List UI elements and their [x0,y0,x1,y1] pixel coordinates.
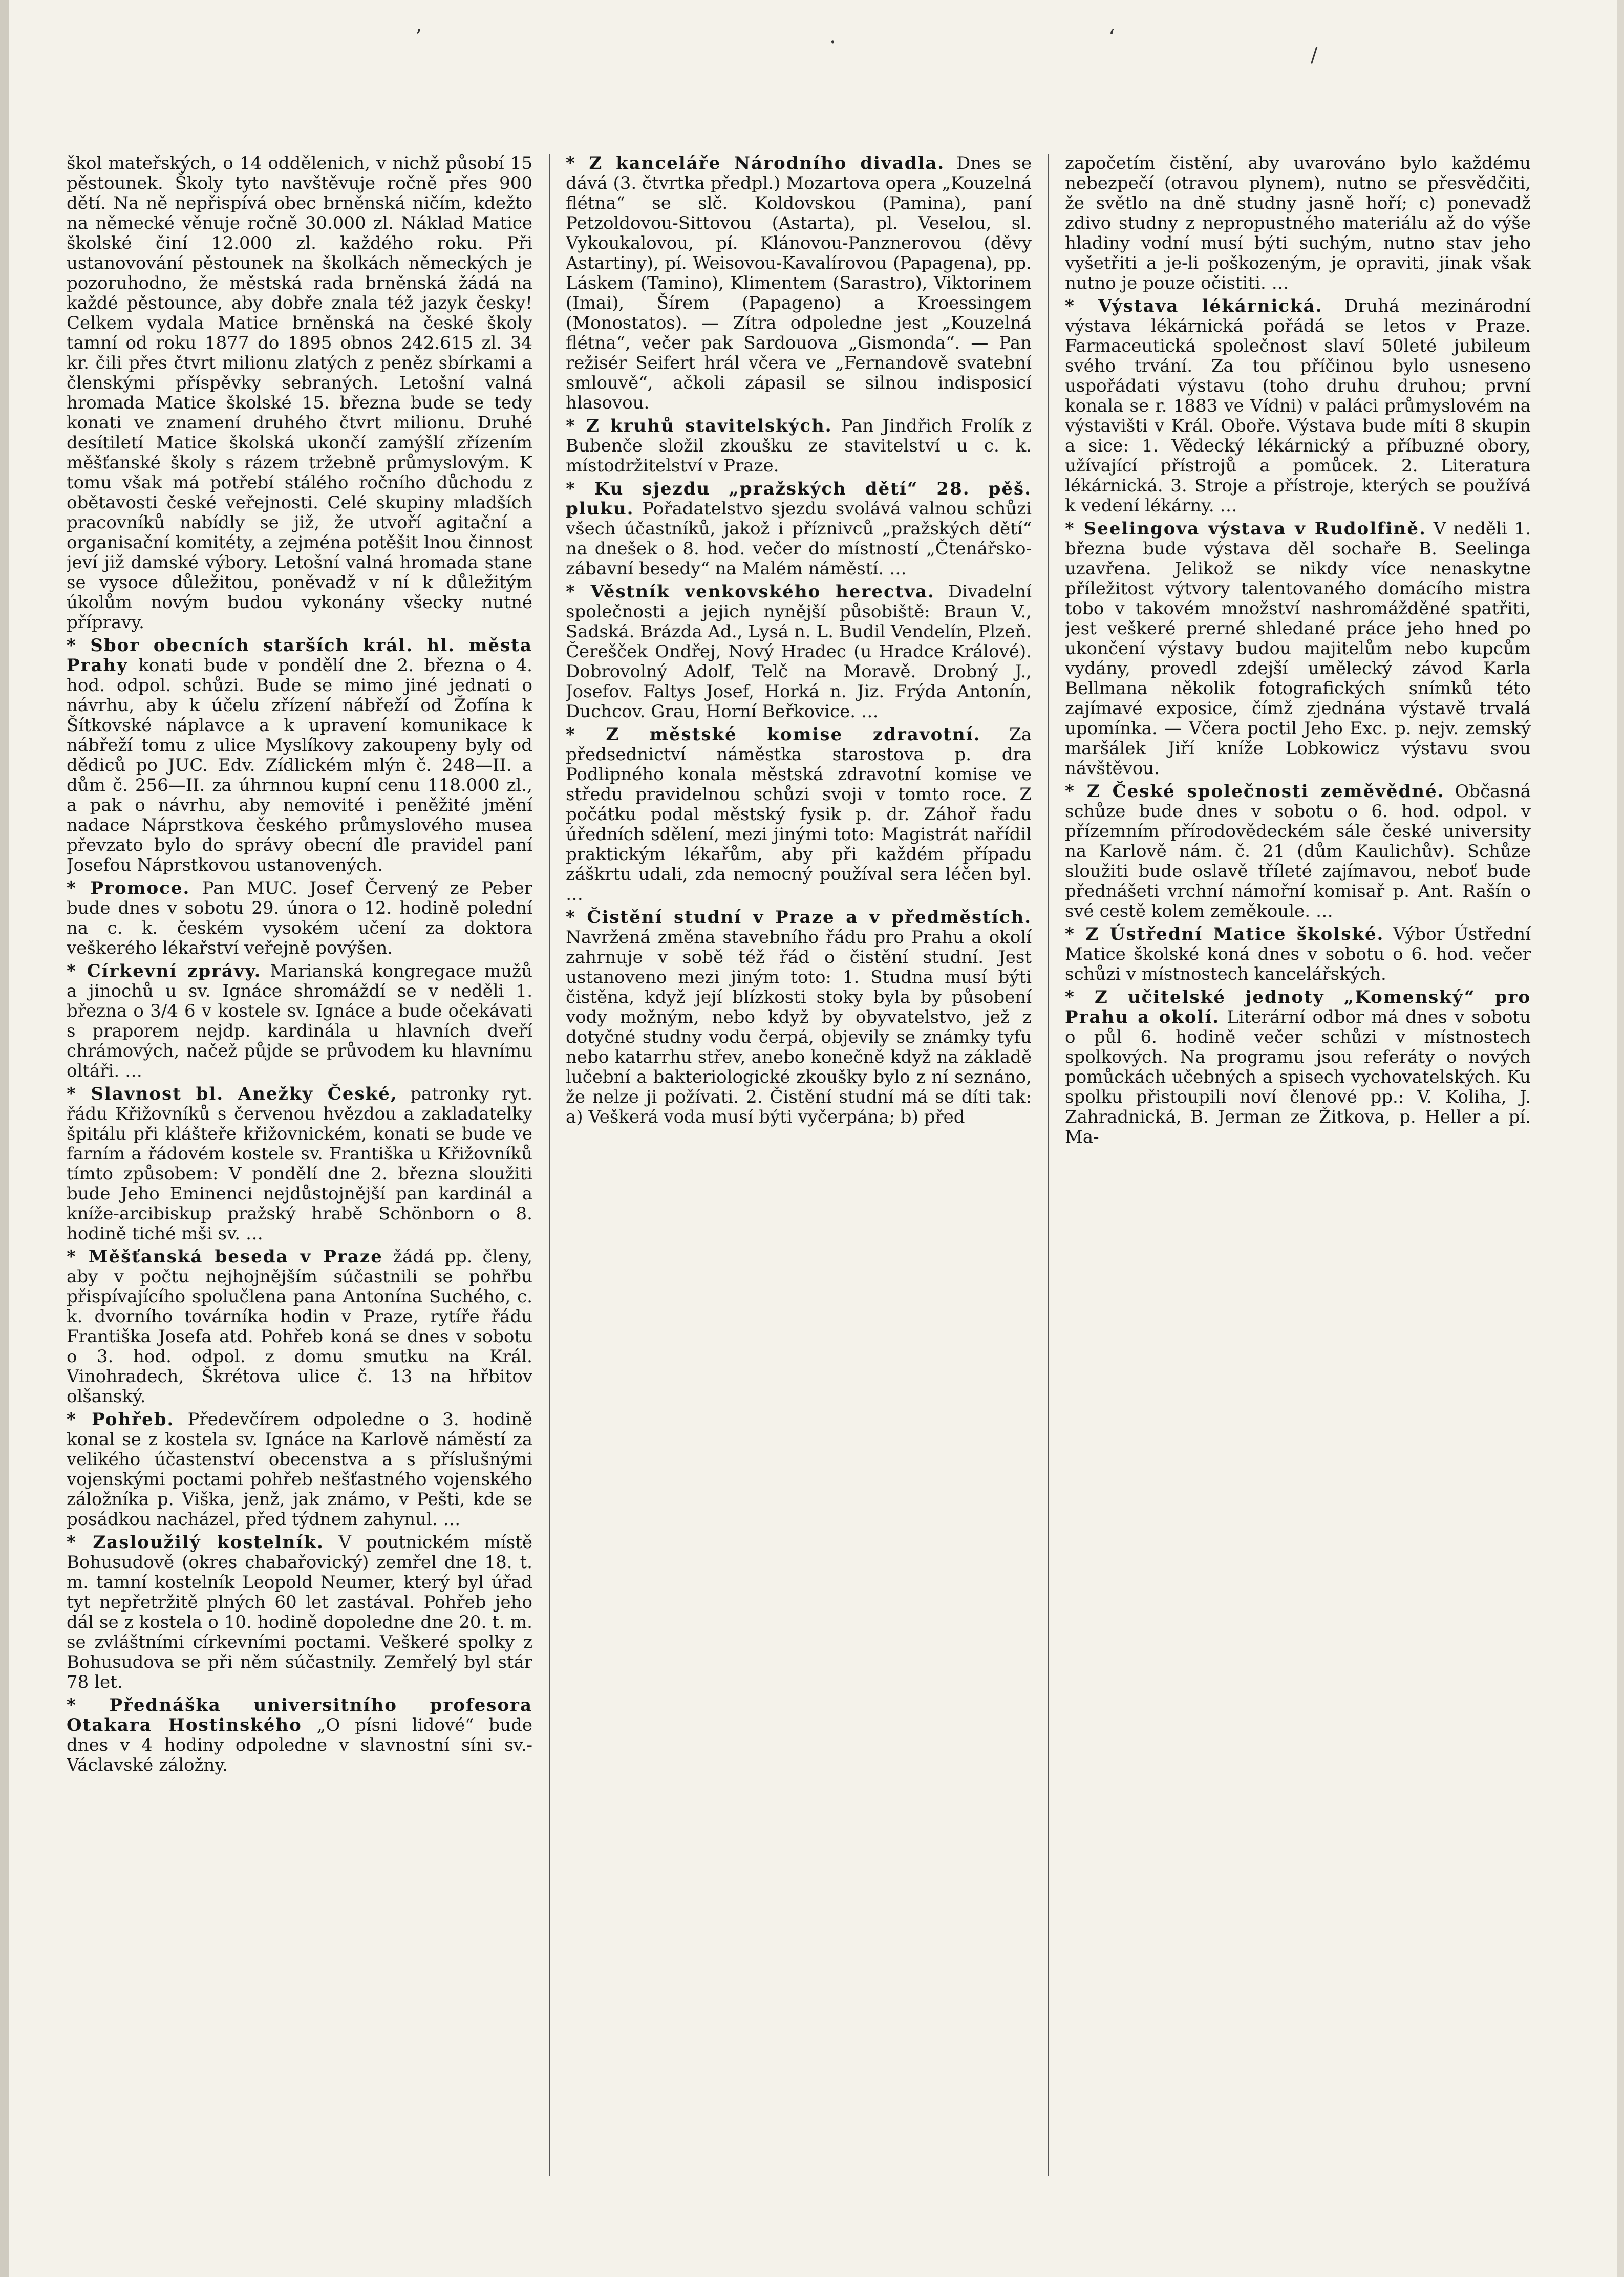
article-paragraph [67,1695,532,1775]
article-heading: * Z kruhů stavitelských. [566,416,832,436]
article-paragraph [1065,296,1531,516]
article-text: Literární odbor má dnes v sobotu o půl 6. hodině večer schůzi v místnostech spolkových. Na programu jsou referáty o nových pomůckách učebných a spisech vychovatelských. Ku spolku přistoupili noví členové pp.: V. Koliha, J. Zahradnická, B. Jerman ze Žitkova, p. Heller a pí. Ma- [1065,1007,1531,1147]
article-heading: * Věstník venkovského herectva. [566,582,935,602]
article-text: Předevčírem odpoledne o 3. hodině konal se z kostela sv. Ignáce na Karlově náměstí za velikého účastenství obecenstva a s příslušnými vojenskými poctami pohřeb nešťastného vojenského záložníka p. Viška, jenž, jak známo, v Pešti, kde se posádkou nacházel, před týdnem zahynul. … [67,1409,532,1530]
column-rule [1048,154,1049,2176]
article-paragraph [67,878,532,958]
article-paragraph [566,154,1032,413]
article-text: Za předsednictví náměstka starostova p. dra Podlipného konala městská zdravotní komise ve středu pravidelnou schůzi svoji v tomto roce. Z počátku podal městský fysik p. dr. Záhoř řadu úředních sdělení, mezi jinými toto: Magistrát nařídil praktickým lékařům, aby při každém případu záškrtu udali, zda nemocný používal sera léčen byl. … [566,724,1032,905]
column-3 [1065,154,1531,2176]
article-paragraph [566,725,1032,905]
article-paragraph [67,636,532,875]
article-text: Výbor Ústřední Matice školské koná dnes v sobotu o 6. hod. večer schůzi v místnostech kancelářských. [1065,924,1531,984]
article-text: Pořadatelstvo sjezdu svolává valnou schůzi všech účastníků, jakož i příznivců „pražských dětí“ na dnešek o 8. hod. večer do místností „Čtenářsko-zábavní besedy“ na Malém náměstí. … [566,499,1032,579]
column-2 [566,154,1032,2176]
article-text: Pan MUC. Josef Červený ze Peber bude dnes v sobotu 29. února o 12. hodině polední na c. k. českém vysokém učení za doktora veškerého lékařství veřejně povýšen. [67,878,532,958]
article-text: Navržená změna stavebního řádu pro Prahu a okolí zahrnuje v sobě též řád o čistění studní. Jest ustanoveno mezi jiným toto: 1. Studna musí býti čistěna, když její blízkosti stoky byla by působení vody možným, nebo když by obyvatelstvo, jež z dotyčné studny vodu čerpá, objevily se známky tyfu nebo katarrhu střev, anebo konečně když na základě lučební a bakteriologické zkoušky bylo z ní seznáno, že nelze ji požívati. 2. Čistění studní má se díti tak: a) Veškerá voda musí býti vyčerpána; b) před [566,927,1032,1127]
article-paragraph [566,416,1032,476]
article-heading: * Ku sjezdu „pražských dětí“ 28. pěš. pluku. [566,479,1032,519]
top-margin-marks: ʼ · ʻ / [415,26,1318,67]
newspaper-page [67,154,1531,2176]
article-text: Druhá mezinárodní výstava lékárnická pořádá se letos v Praze. Farmaceutická společnost slaví 50leté jubileum svého trvání. Za tou příčinou bylo usneseno uspořádati výstavu (toho druhu druhou; první konala se r. 1883 ve Vídni) v paláci průmyslovém na výstavišti v Král. Oboře. Výstava bude míti 8 skupin a sice: 1. Vědecký lékárnický a příbuzné obory, užívající přístrojů a pomůcek. 2. Literatura lékárnická. 3. Stroje a přístroje, kterých se používá k vedení lékárny. … [1065,296,1531,516]
article-paragraph [566,582,1032,722]
article-paragraph [67,1410,532,1530]
article-text: Dnes se dává (3. čtvrtka předpl.) Mozartova opera „Kouzelná flétna“ se slč. Koldovskou (Pamina), paní Petzoldovou-Sittovou (Astarta), pl. Veselou, sl. Vykoukalovou, pí. Klánovou-Panznerovou (děvy Astartiny), pí. Weisovou-Kavalírovou (Papagena), pp. Láskem (Tamino), Klimentem (Sarastro), Viktorinem (Imai), Šírem (Papageno) a Kroessingem (Monostatos). — Zítra odpoledne jest „Kouzelná flétna“, večer pak Sardouova „Gismonda“. — Pan režisér Seifert hrál včera ve „Fernandově svatební smlouvě“, ačkoli zápasil se silnou indisposicí hlasovou. [566,154,1032,413]
article-heading: * Výstava lékárnická. [1065,296,1323,316]
article-paragraph [1065,154,1531,293]
article-heading: * Zasloužilý kostelník. [67,1532,324,1553]
column-1 [67,154,532,2176]
article-paragraph [67,961,532,1081]
article-heading: * Z městské komise zdravotní. [566,724,981,745]
article-paragraph [67,1247,532,1407]
column-rule [549,154,550,2176]
article-text: Občasná schůze bude dnes v sobotu o 6. hod. odpol. v přízemním přírodovědeckém sále české university na Karlově nám. č. 21 (dům Kaulichův). Schůze sloužiti bude oslavě tříleté zajímavou, neboť bude přednášeti vrchní námořní komisař p. Ant. Rašín o své cestě kolem zeměkoule. … [1065,781,1531,921]
article-paragraph [566,908,1032,1127]
article-paragraph [1065,782,1531,921]
article-text: konati bude v pondělí dne 2. března o 4. hod. odpol. schůzi. Bude se mimo jiné jednati o návrhu, aby k účelu zřízení nábřeží od Žofína k Šítkovské náplavce a k upravení komunikace k nábřeží tomu z ulice Myslíkovy zakoupeny byly od dědiců po JUC. Edv. Zídlickém mlýn č. 248—II. a dům č. 256—II. za úhrnnou kupní cenu 118.000 zl., a pak o návrhu, aby nemovité i peněžité jmění nadace Náprstkova českého průmyslového musea převzato bylo do správy obecní dle pravidel paní Josefou Náprstkovou ustanovených. [67,655,532,875]
article-heading: * Z České společnosti zeměvědné. [1065,781,1445,802]
article-text: započetím čistění, aby uvarováno bylo každému nebezpečí (otravou plynem), nutno se přesvědčiti, že světlo na dně studny jasně hoří; c) ponevadž zdivo studny z nepropustného materiálu až do výše hladiny vodní musí býti suchým, nutno stav jeho vyšetřiti a je-li poškozeným, je opraviti, jinak však nutno je pouze očistiti. … [1065,154,1531,293]
page-left-edge [0,0,9,2277]
article-heading: * Měšťanská beseda v Praze [67,1247,383,1267]
article-heading: * Z učitelské jednoty „Komenský“ pro Prahu a okolí. [1065,987,1531,1027]
article-heading: * Pohřeb. [67,1409,175,1430]
article-text: Pan Jindřich Frolík z Bubenče složil zkoušku ze stavitelství u c. k. místodržitelství v Praze. [566,416,1032,476]
page-right-edge [1617,0,1624,2277]
article-paragraph [67,1533,532,1692]
article-text: Divadelní společnosti a jejich nynější působiště: Braun V., Sadská. Brázda Ad., Lysá n. L. Budil Vendelín, Plzeň. Čerešček Ondřej, Nový Hradec (u Hradce Králové). Dobrovolný Adolf, Telč na Moravě. Drobný J., Josefov. Faltys Josef, Horká n. Jiz. Frýda Antonín, Duchcov. Grau, Horní Beřkovice. … [566,582,1032,722]
article-heading: * Čistění studní v Praze a v předměstích. [566,907,1032,928]
article-heading: * Přednáška universitního profesora Otakara Hostinského [67,1695,532,1735]
article-text: škol mateřských, o 14 oddělenich, v nichž působí 15 pěstounek. Školy tyto navštěvuje ročně přes 900 dětí. Na ně nepřispívá obec brněnská ničím, kdežto na německé věnuje ročně 30.000 zl. Náklad Matice školské činí 12.000 zl. každého roku. Při ustanovování pěstounek na školkách německých je pozoruhodno, že městská rada brněnská žádá na každé pěstounce, aby dobře znala též jazyk česky! Celkem vydala Matice brněnská na české školy tamní od roku 1877 do 1895 obnos 242.615 zl. 34 kr. čili přes čtvrt milionu zlatých z peněz sbírkami a členskými příspěvky sebraných. Letošní valná hromada Matice školské 15. března bude se tedy konati ve znamení druhého čtvrt milionu. Druhé desítiletí Matice školská ukončí zamýšlí zřízením měšťanské školy s rázem tržebně průmyslovým. K tomu však má potřebí stálého ročního důchodu z obětavosti české veřejnosti. Celé skupiny mladších pracovníků nabídly se již, že utvoří agitační a organisační komitéty, a zejména potěšit lnou činnost jeví již damské výbory. Letošní valná hromada stane se vysoce důležitou, poněvadž v ní k důležitým úkolům novým budou vykonány všecky nutné přípravy. [67,154,532,633]
article-paragraph [67,1084,532,1244]
article-heading: * Sbor obecních starších král. hl. města Prahy [67,635,532,676]
article-text: „O písni lidové“ bude dnes v 4 hodiny odpoledne v slavnostní síni sv.-Václavské záložny. [67,1715,532,1775]
article-heading: * Církevní zprávy. [67,961,262,981]
article-paragraph [1065,987,1531,1147]
article-paragraph [566,479,1032,579]
article-heading: * Promoce. [67,878,190,898]
article-text: patronky ryt. řádu Křižovníků s červenou hvězdou a zakladatelky špitálu při klášteře křižovnickém, konati se bude ve farním a řádovém kostele sv. Františka u Křižovníků tímto způsobem: V pondělí dne 2. března sloužiti bude Jeho Eminenci nejdůstojnější pan kardinál a kníže-arcibiskup pražský hrabě Schönborn o 8. hodině tiché mši sv. … [67,1084,532,1244]
article-text: V neděli 1. března bude výstava děl sochaře B. Seelinga uzavřena. Jelikož se nikdy více nenaskytne příležitost výtvory talentovaného domácího mistra tobo v takovém množství nashromážděné spatřiti, jest veškeré prerné shledané práce jeho hned po ukončení výstavy budou majitelům nebo kupcům vydány, provedl zdejší umělecký závod Karla Bellmana několik fotografických snímků této zajímavé exposice, čímž zjednána výstavě trvalá upomínka. — Včera poctil Jeho Exc. p. nejv. zemský maršálek Jiří kníže Lobkowicz výstavu svou návštěvou. [1065,519,1531,779]
article-paragraph [1065,519,1531,779]
article-text: Marianská kongregace mužů a jinochů u sv. Ignáce shromáždí se v neděli 1. března o 3/4 6 v kostele sv. Ignáce a bude očekávati s praporem nejdp. kardinála u hlavních dveří chrámových, načež půjde se průvodem ku hlavnímu oltáři. … [67,961,532,1081]
article-text: V poutnickém místě Bohusudově (okres chabařovický) zemřel dne 18. t. m. tamní kostelník Leopold Neumer, který byl úřad tyt nepřetržitě plných 60 let zastával. Pohřeb jeho dál se z kostela o 10. hodině dopoledne dne 20. t. m. se zvláštními církevními poctami. Veškeré spolky z Bohusudova se při něm súčastnily. Zemřelý byl stár 78 let. [67,1532,532,1692]
article-paragraph [1065,925,1531,984]
article-paragraph [67,154,532,633]
article-text: žádá pp. členy, aby v počtu nejhojnějším súčastnili se pohřbu přispívajícího spolučlena pana Antonína Suchého, c. k. dvorního továrníka hodin v Praze, rytíře řádu Františka Josefa atd. Pohřeb koná se dnes v sobotu o 3. hod. odpol. z domu smutku na Král. Vinohradech, Škrétova ulice č. 13 na hřbitov olšanský. [67,1247,532,1407]
article-heading: * Seelingova výstava v Rudolfině. [1065,519,1426,539]
article-heading: * Z kanceláře Národního divadla. [566,154,945,174]
article-heading: * Z Ústřední Matice školské. [1065,924,1384,944]
article-heading: * Slavnost bl. Anežky České, [67,1084,398,1104]
